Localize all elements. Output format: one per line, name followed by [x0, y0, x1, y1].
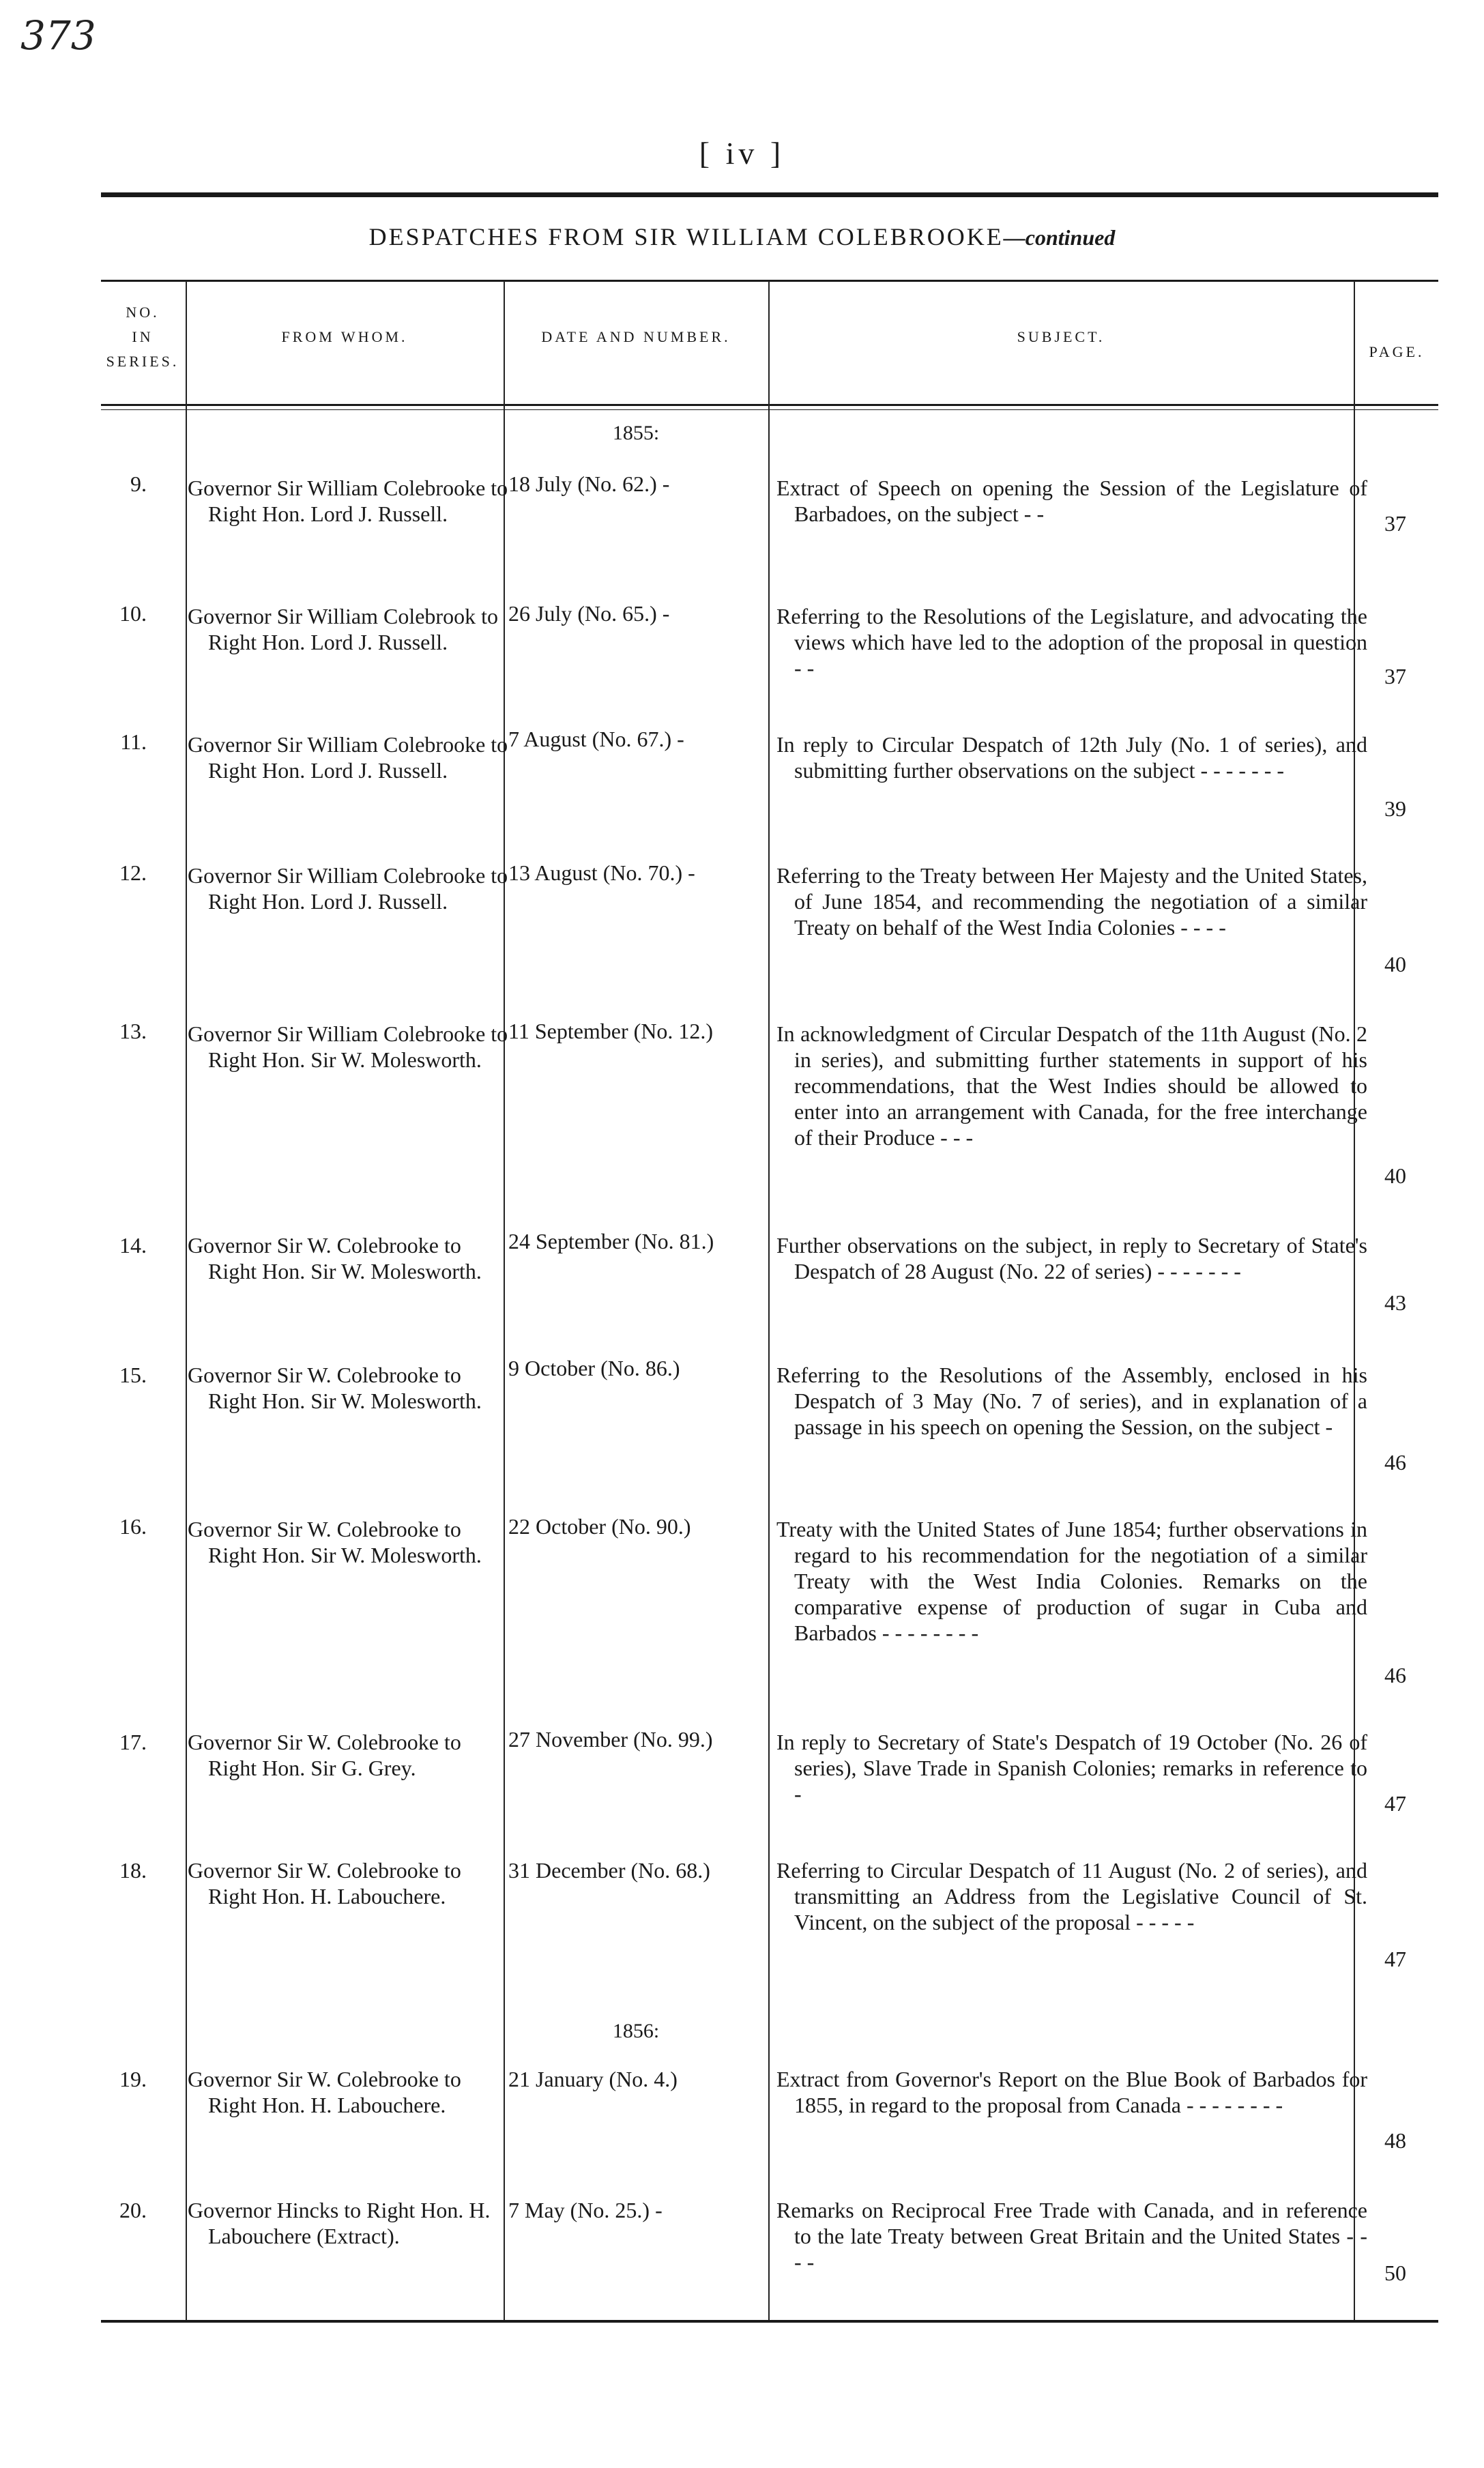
row-20-from: Governor Hincks to Right Hon. H. Labouchere (Extract).	[188, 2198, 491, 2248]
row-16-date: 22 October (No. 90.)	[508, 1514, 691, 1539]
row-12-no: 12.	[119, 860, 147, 885]
row-11-date: 7 August (No. 67.) -	[508, 727, 684, 751]
row-11-from: Governor Sir William Colebrooke to Right Hon. Lord J. Russell.	[188, 732, 508, 783]
year-label: 1855:	[612, 422, 660, 444]
row-9-subject: Extract of Speech on opening the Session of the Legislature of Barbadoes, on the subject - -	[776, 476, 1367, 526]
row-14-subject: Further observations on the subject, in reply to Secretary of State's Despatch of 28 August (No. 22 of series) - - - - - - -	[776, 1233, 1367, 1283]
column-header-subject: SUBJECT.	[1017, 328, 1105, 345]
column-header-no: NO. IN SERIES.	[106, 304, 179, 370]
row-17-date: 27 November (No. 99.)	[508, 1727, 713, 1752]
row-14-date: 24 September (No. 81.)	[508, 1229, 714, 1253]
row-17-page: 47	[1384, 1791, 1406, 1816]
row-18-subject: Referring to Circular Despatch of 11 August (No. 2 of series), and transmitting an Address from the Legislative Council of St. Vincent, on the subject of the proposal - - - - -	[776, 1858, 1367, 1934]
column-header-date: DATE AND NUMBER.	[541, 328, 731, 345]
row-15-no: 15.	[119, 1363, 147, 1387]
row-15-date: 9 October (No. 86.)	[508, 1356, 680, 1380]
row-16-no: 16.	[119, 1514, 147, 1539]
column-divider	[504, 281, 505, 2323]
row-17-no: 17.	[119, 1730, 147, 1754]
row-12-from: Governor Sir William Colebrooke to Right Hon. Lord J. Russell.	[188, 863, 508, 914]
table-bottom-rule	[101, 2320, 1438, 2323]
row-9-from: Governor Sir William Colebrooke to Right Hon. Lord J. Russell.	[188, 476, 508, 526]
heading-continued: —continued	[1003, 225, 1116, 250]
year-label: 1856:	[612, 2020, 660, 2042]
row-15-subject: Referring to the Resolutions of the Assembly, enclosed in his Despatch of 3 May (No. 7 of series), and in explanation of a passage in his speech on opening the Session, on the subject -	[776, 1363, 1367, 1439]
row-12-subject: Referring to the Treaty between Her Majesty and the United States, of June 1854, and recommending the negotiation of a similar Treaty on behalf of the West India Colonies - - - -	[776, 863, 1367, 940]
row-19-subject: Extract from Governor's Report on the Blue Book of Barbados for 1855, in regard to the proposal from Canada - - - - - - - -	[776, 2067, 1367, 2117]
handwritten-folio-number: 373	[20, 12, 96, 59]
row-20-page: 50	[1384, 2261, 1406, 2285]
row-9-page: 37	[1384, 511, 1406, 536]
row-10-date: 26 July (No. 65.) -	[508, 601, 670, 626]
row-13-subject: In acknowledgment of Circular Despatch of the 11th August (No. 2 in series), and submitting further statements in support of his recommendations, that the West Indies should be allowed to enter into an arrangement with Canada, for the free interchange of their Produce - - -	[776, 1021, 1367, 1150]
column-divider	[1354, 281, 1355, 2323]
row-18-from: Governor Sir W. Colebrooke to Right Hon. H. Labouchere.	[188, 1858, 461, 1908]
row-9-date: 18 July (No. 62.) -	[508, 471, 670, 496]
row-13-date: 11 September (No. 12.)	[508, 1019, 714, 1043]
row-16-page: 46	[1384, 1663, 1406, 1687]
column-header-page: PAGE.	[1369, 343, 1425, 360]
row-13-no: 13.	[119, 1019, 147, 1043]
row-13-page: 40	[1384, 1163, 1406, 1188]
header-bottom-rule-thin	[101, 409, 1438, 410]
row-17-from: Governor Sir W. Colebrooke to Right Hon. Sir G. Grey.	[188, 1730, 461, 1780]
row-12-page: 40	[1384, 952, 1406, 976]
row-18-no: 18.	[119, 1858, 147, 1883]
row-15-page: 46	[1384, 1450, 1406, 1475]
row-19-page: 48	[1384, 2128, 1406, 2153]
row-14-from: Governor Sir W. Colebrooke to Right Hon. Sir W. Molesworth.	[188, 1233, 482, 1283]
row-20-no: 20.	[119, 2198, 147, 2222]
row-10-subject: Referring to the Resolutions of the Legislature, and advocating the views which have led to the adoption of the proposal in question - -	[776, 604, 1367, 680]
row-13-from: Governor Sir William Colebrooke to Right Hon. Sir W. Molesworth.	[188, 1021, 508, 1072]
row-18-date: 31 December (No. 68.)	[508, 1858, 710, 1883]
row-19-from: Governor Sir W. Colebrooke to Right Hon. H. Labouchere.	[188, 2067, 461, 2117]
row-18-page: 47	[1384, 1947, 1406, 1971]
heading-main: DESPATCHES FROM SIR WILLIAM COLEBROOKE	[368, 223, 1004, 250]
row-17-subject: In reply to Secretary of State's Despatch of 19 October (No. 26 of series), Slave Trade in Spanish Colonies; remarks in reference to -	[776, 1730, 1367, 1806]
top-rule	[101, 192, 1438, 197]
row-16-subject: Treaty with the United States of June 1854; further observations in regard to his recommendation for the negotiation of a similar Treaty with the West India Colonies. Remarks on the comparative expense of production of sugar in Cuba and Barbados - - - - - - - -	[776, 1517, 1367, 1645]
row-14-page: 43	[1384, 1290, 1406, 1315]
page-marker: [ iv ]	[699, 136, 785, 171]
page-heading	[0, 222, 1484, 251]
row-15-from: Governor Sir W. Colebrooke to Right Hon. Sir W. Molesworth.	[188, 1363, 482, 1413]
row-20-date: 7 May (No. 25.) -	[508, 2198, 663, 2222]
row-16-from: Governor Sir W. Colebrooke to Right Hon. Sir W. Molesworth.	[188, 1517, 482, 1567]
row-14-no: 14.	[119, 1233, 147, 1258]
column-divider	[768, 281, 770, 2323]
column-header-from: FROM WHOM.	[281, 328, 408, 345]
row-9-no: 9.	[130, 471, 147, 496]
row-11-no: 11.	[120, 729, 147, 754]
column-divider	[186, 281, 187, 2323]
table-top-rule	[101, 280, 1438, 282]
header-bottom-rule	[101, 404, 1438, 406]
row-19-no: 19.	[119, 2067, 147, 2091]
row-11-page: 39	[1384, 796, 1406, 821]
row-10-from: Governor Sir William Colebrook to Right Hon. Lord J. Russell.	[188, 604, 498, 654]
row-11-subject: In reply to Circular Despatch of 12th July (No. 1 of series), and submitting further observations on the subject - - - - - - -	[776, 732, 1367, 783]
row-10-page: 37	[1384, 664, 1406, 688]
row-12-date: 13 August (No. 70.) -	[508, 860, 695, 885]
row-20-subject: Remarks on Reciprocal Free Trade with Canada, and in reference to the late Treaty between Great Britain and the United States - - - -	[776, 2198, 1367, 2274]
row-10-no: 10.	[119, 601, 147, 626]
row-19-date: 21 January (No. 4.)	[508, 2067, 678, 2091]
